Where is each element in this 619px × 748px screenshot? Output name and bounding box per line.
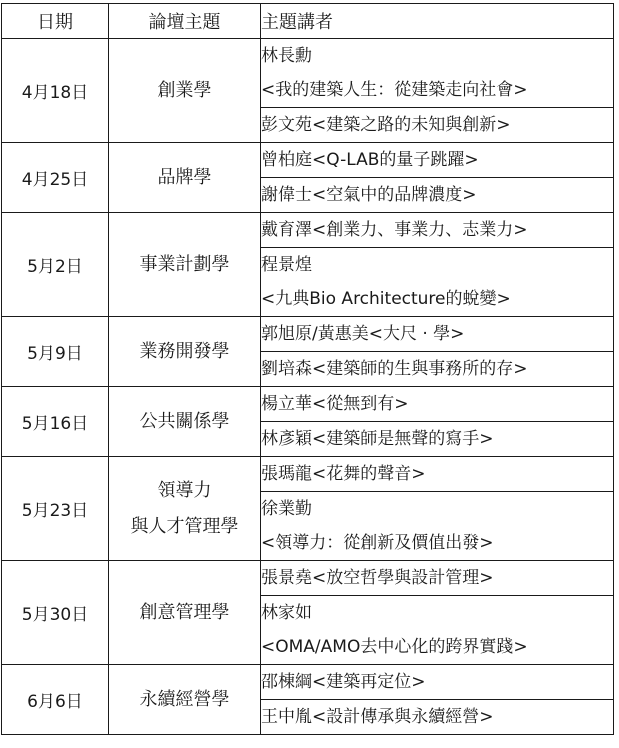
speaker-talk [261, 108, 614, 143]
speaker-talk [261, 492, 614, 561]
speaker-talk [261, 700, 614, 735]
forum-topic-line: 創業學 [157, 79, 212, 101]
forum-topic-line: 永續經營學 [139, 688, 230, 710]
speaker-line: 林彥穎<建築師是無聲的寫手> [261, 429, 494, 449]
header-date: 日期 [2, 4, 109, 39]
talk-row [2, 665, 614, 700]
speaker-talk [261, 665, 614, 700]
speaker-talk [261, 178, 614, 213]
session-date: 6月6日 [2, 665, 109, 735]
speaker-talk [261, 248, 614, 317]
session-date: 4月25日 [2, 143, 109, 213]
session-forum-topic [109, 665, 261, 735]
forum-topic-line: 品牌學 [157, 166, 212, 188]
talk-row [2, 457, 614, 492]
forum-topic-line: 與人才管理學 [130, 515, 239, 537]
session-forum-topic [109, 387, 261, 457]
schedule-body [2, 39, 614, 735]
session-date: 5月2日 [2, 213, 109, 317]
speaker-line: 張瑪龍<花舞的聲音> [261, 464, 426, 484]
speaker-talk [261, 457, 614, 492]
talk-row [2, 213, 614, 248]
speaker-line: 林家如 [261, 603, 312, 623]
speaker-talk [261, 39, 614, 108]
session-date: 5月23日 [2, 457, 109, 561]
session-forum-topic [109, 317, 261, 387]
speaker-line: 曾柏庭<Q-LAB的量子跳躍> [261, 150, 479, 170]
speaker-line: 劉培森<建築師的生與事務所的存> [261, 359, 528, 379]
header-row [2, 4, 614, 39]
session-forum-topic [109, 143, 261, 213]
header-speaker: 主題講者 [261, 4, 614, 39]
talk-row [2, 143, 614, 178]
session-forum-topic [109, 457, 261, 561]
talk-title-line: <領導力：從創新及價值出發> [261, 533, 494, 553]
forum-topic-line: 領導力 [157, 479, 212, 501]
talk-row [2, 39, 614, 108]
talk-row [2, 317, 614, 352]
session-forum-topic [109, 213, 261, 317]
speaker-talk [261, 422, 614, 457]
speaker-talk [261, 143, 614, 178]
session-forum-topic [109, 561, 261, 665]
header-forum-topic: 論壇主題 [109, 4, 261, 39]
forum-topic-line: 事業計劃學 [139, 253, 230, 275]
forum-schedule-table [1, 3, 614, 735]
speaker-talk [261, 352, 614, 387]
speaker-talk [261, 561, 614, 596]
talk-title-line: <我的建築人生：從建築走向社會> [261, 80, 528, 100]
talk-title-line: <九典Bio Architecture的蛻變> [261, 289, 511, 309]
forum-topic-line: 公共關係學 [139, 410, 230, 432]
speaker-line: 楊立華<從無到有> [261, 394, 409, 414]
forum-topic-line: 創意管理學 [139, 601, 230, 623]
session-date: 5月16日 [2, 387, 109, 457]
speaker-line: 郭旭原/黃惠美<大尺 · 學> [261, 324, 465, 344]
session-date: 4月18日 [2, 39, 109, 143]
speaker-talk [261, 596, 614, 665]
speaker-talk [261, 213, 614, 248]
speaker-line: 邵棟綱<建築再定位> [261, 672, 426, 692]
speaker-line: 王中胤<設計傳承與永續經營> [261, 707, 494, 727]
speaker-talk [261, 317, 614, 352]
speaker-line: 謝偉士<空氣中的品牌濃度> [261, 185, 477, 205]
speaker-line: 張景堯<放空哲學與設計管理> [261, 568, 494, 588]
talk-row [2, 387, 614, 422]
speaker-line: 林長勳 [261, 46, 312, 66]
speaker-line: 戴育澤<創業力、事業力、志業力> [261, 220, 528, 240]
speaker-line: 彭文苑<建築之路的未知與創新> [261, 115, 511, 135]
session-date: 5月30日 [2, 561, 109, 665]
talk-title-line: <OMA/AMO去中心化的跨界實踐> [261, 637, 528, 657]
talk-row [2, 561, 614, 596]
speaker-talk [261, 387, 614, 422]
forum-topic-line: 業務開發學 [139, 340, 230, 362]
session-forum-topic [109, 39, 261, 143]
speaker-line: 程景煌 [261, 255, 312, 275]
session-date: 5月9日 [2, 317, 109, 387]
speaker-line: 徐業勤 [261, 499, 312, 519]
